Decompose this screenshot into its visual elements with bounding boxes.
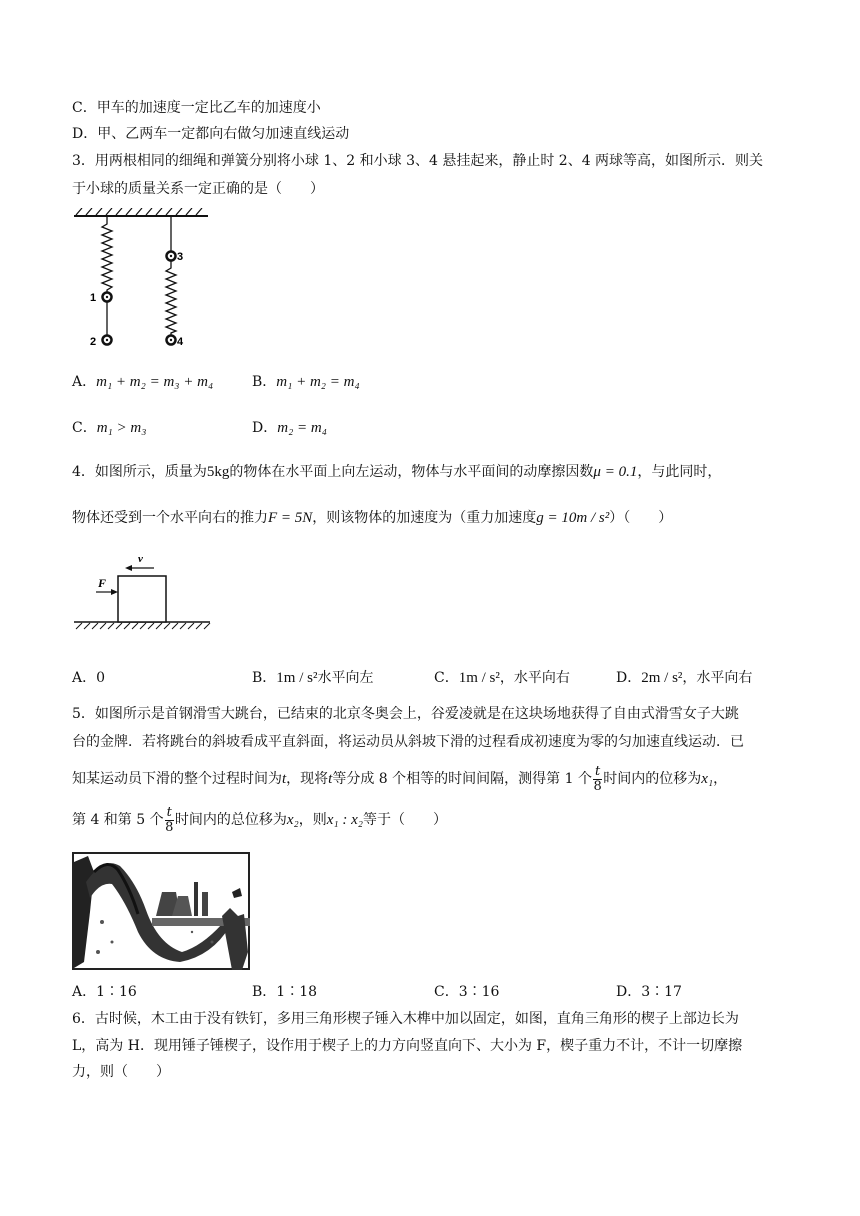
q4-stem-line1: 4．如图所示，质量为5kg的物体在水平面上向左运动，物体与水平面间的动摩擦因数μ = 0.1，与此同时， (72, 464, 722, 480)
q5-option-a: A．1∶16 (72, 984, 137, 1000)
q2-option-d: D．甲、乙两车一定都向右做匀加速直线运动 (72, 126, 350, 142)
q4-force-label: F (98, 576, 107, 590)
q6-stem-line1: 6．古时候，木工由于没有铁钉，多用三角形楔子锤入木榫中加以固定，如图，直角三角形的楔子上部边长为 (72, 1011, 739, 1027)
q5-ski-jump-photo (72, 852, 250, 970)
q5-fraction-t8: $\frac{t}{8}$ (593, 763, 602, 794)
q3-label-4: 4 (177, 336, 184, 348)
q6-stem-line3: 力，则（ ） (72, 1064, 170, 1080)
q4-block-figure (72, 548, 214, 634)
q4-option-a: A．0 (72, 670, 106, 686)
q3-label-3: 3 (177, 251, 184, 263)
q6-stem-line2: L，高为 H．现用锤子锤楔子，设作用于楔子上的力方向竖直向下、大小为 F，楔子重力不计，不计一切摩擦 (72, 1038, 743, 1054)
q5-stem-line3: 知某运动员下滑的整个过程时间为t，现将t等分成 8 个相等的时间间隔，测得第 1 个 $\frac{t}{8}$ 时间内的位移为x₁， (72, 763, 728, 794)
q3-label-2: 2 (90, 336, 97, 348)
q5-stem-line2: 台的金牌．若将跳台的斜坡看成平直斜面，将运动员从斜坡下滑的过程看成初速度为零的匀加速直线运动．已 (72, 734, 744, 750)
q3-option-b: B．m₁ + m₂ = m₄ (252, 374, 360, 390)
q5-stem-line1: 5．如图所示是首钢滑雪大跳台，已结束的北京冬奥会上，谷爱凌就是在这块场地获得了自由式滑雪女子大跳 (72, 706, 739, 722)
q3-option-a: A．m₁ + m₂ = m₃ + m₄ (72, 374, 214, 390)
q5-option-c: C．3∶16 (434, 984, 500, 1000)
q3-spring-figure (72, 208, 212, 353)
q4-stem-line2: 物体还受到一个水平向右的推力F = 5N，则该物体的加速度为（重力加速度g = 10m / s²）（ ） (72, 510, 673, 526)
q3-option-d: D．m₂ = m₄ (252, 420, 327, 436)
q3-stem-line1: 3．用两根相同的细绳和弹簧分别将小球 1、2 和小球 3、4 悬挂起来，静止时 2、4 两球等高，如图所示．则关 (72, 153, 764, 169)
q3-stem-line2: 于小球的质量关系一定正确的是（ ） (72, 181, 324, 197)
q3-option-c: C．m₁ > m₃ (72, 420, 147, 436)
q5-fraction-t8-b: $\frac{t}{8}$ (165, 804, 174, 835)
q2-option-c: C．甲车的加速度一定比乙车的加速度小 (72, 100, 321, 116)
q4-option-d: D．2m / s²，水平向右 (616, 670, 753, 686)
q4-option-b: B．1m / s²水平向左 (252, 670, 374, 686)
q4-option-c: C．1m / s²，水平向右 (434, 670, 570, 686)
q4-velocity-label: v (138, 553, 143, 565)
q3-label-1: 1 (90, 292, 97, 304)
q5-stem-line4: 第 4 和第 5 个 $\frac{t}{8}$ 时间内的总位移为x₂，则x₁ : x₂等于（ ） (72, 804, 447, 835)
q5-option-d: D．3∶17 (616, 984, 682, 1000)
q5-option-b: B．1∶18 (252, 984, 318, 1000)
